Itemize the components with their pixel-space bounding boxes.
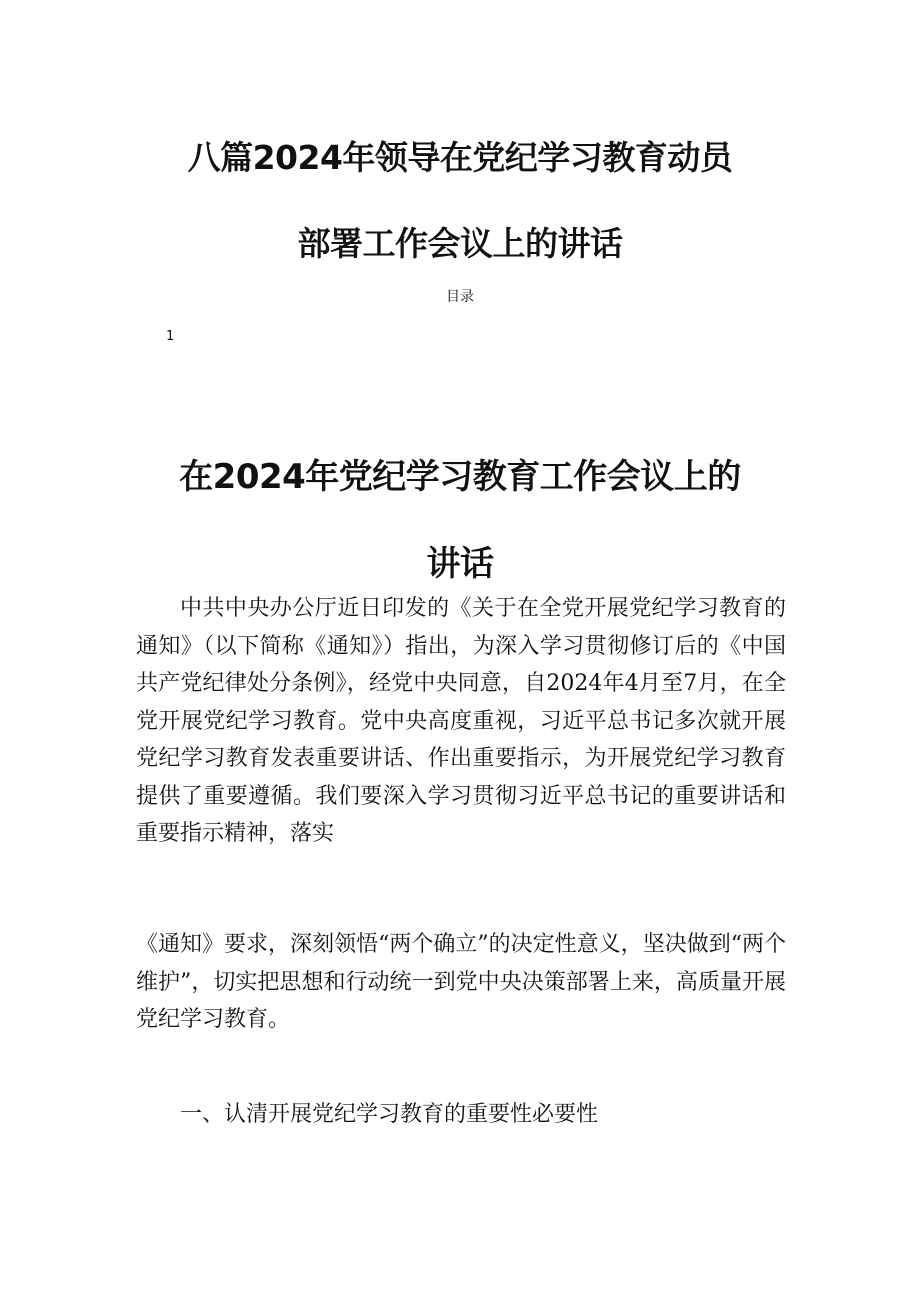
document-title-line-2: 部署工作会议上的讲话 [297, 224, 623, 263]
speech-title-line-2: 讲话 [426, 544, 494, 584]
table-of-contents-entry: 1 [166, 329, 175, 344]
speech-title-line-1: 在2024年党纪学习教育工作会议上的 [179, 457, 741, 497]
body-paragraph-2: 《通知》要求，深刻领悟“两个确立”的决定性意义，坚决做到“两个维护”，切实把思想和行动统一到党中央决策部署上来，高质量开展党纪学习教育。 [136, 932, 786, 1032]
section-heading-1: 一、认清开展党纪学习教育的重要性必要性 [180, 1102, 599, 1127]
table-of-contents-label: 目录 [446, 289, 474, 305]
document-title-line-1: 八篇2024年领导在党纪学习教育动员 [187, 138, 733, 177]
body-paragraph-1: 中共中央办公厅近日印发的《关于在全党开展党纪学习教育的通知》（以下简称《通知》）指出，为深入学习贯彻修订后的《中国共产党纪律处分条例》，经党中央同意，自2024年4月至7月，在全党开展党纪学习教育。党中央高度重视，习近平总书记多次就开展党纪学习教育发表重要讲话、作出重要指示，为开展党纪学习教育提供了重要遵循。我们要深入学习贯彻习近平总书记的重要讲话和重要指示精神，落实 [136, 596, 786, 846]
